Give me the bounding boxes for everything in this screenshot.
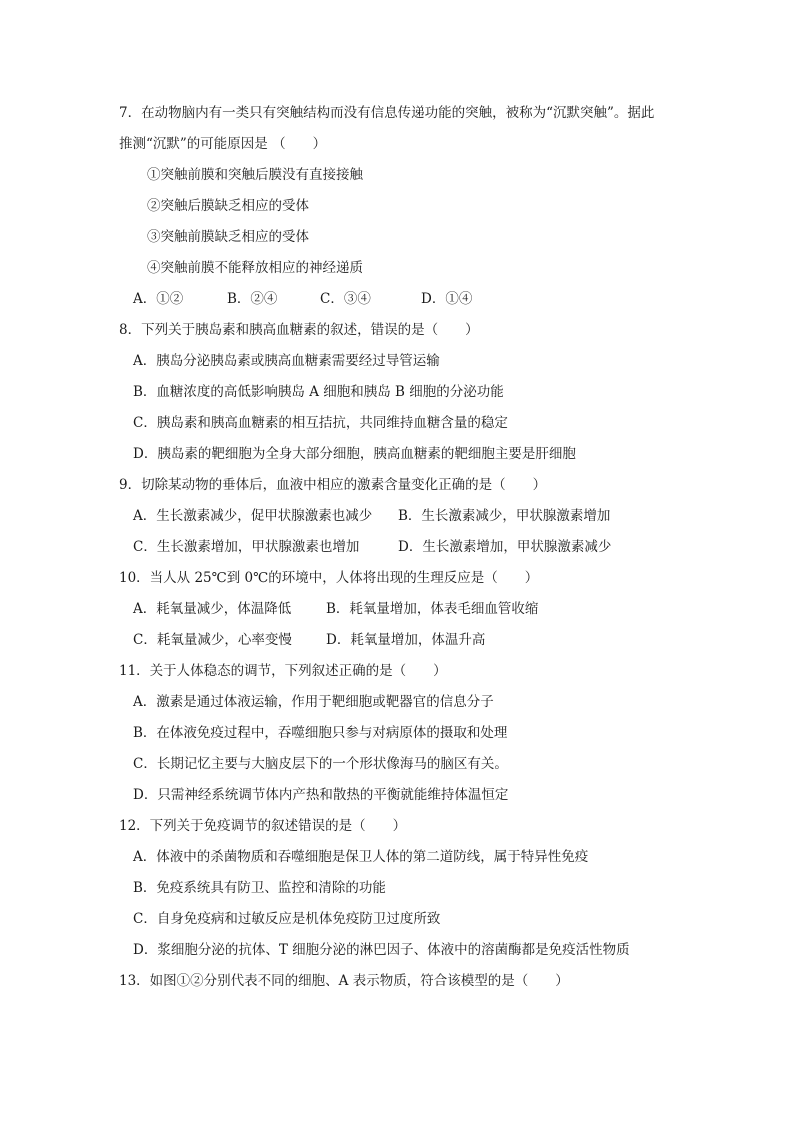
question-7-stem-line-2: 推测“沉默”的可能原因是 （ ） (119, 136, 327, 152)
question-8-option-b: B．血糖浓度的高低影响胰岛 A 细胞和胰岛 B 细胞的分泌功能 (133, 384, 504, 400)
question-11-option-c: C．长期记忆主要与大脑皮层下的一个形状像海马的脑区有关。 (133, 756, 508, 772)
question-9-option-c: C．生长激素增加，甲状腺激素也增加 (133, 539, 360, 555)
question-7-statement-2: ②突触后膜缺乏相应的受体 (147, 198, 309, 214)
question-11-option-b: B．在体液免疫过程中，吞噬细胞只参与对病原体的摄取和处理 (133, 725, 508, 741)
question-7-stem-line-1: 7．在动物脑内有一类只有突触结构而没有信息传递功能的突触，被称为“沉默突触”。据此 (119, 105, 655, 121)
question-12-option-a: A．体液中的杀菌物质和吞噬细胞是保卫人体的第二道防线，属于特异性免疫 (133, 849, 589, 865)
question-10-option-a: A．耗氧量减少，体温降低 (133, 601, 292, 617)
question-8-option-c: C．胰岛素和胰高血糖素的相互拮抗，共同维持血糖含量的稳定 (133, 415, 508, 431)
question-12-option-c: C．自身免疫病和过敏反应是机体免疫防卫过度所致 (133, 911, 441, 927)
question-11-stem: 11．关于人体稳态的调节，下列叙述正确的是（ ） (119, 663, 447, 679)
question-12-option-d: D．浆细胞分泌的抗体、T 细胞分泌的淋巴因子、体液中的溶菌酶都是免疫活性物质 (133, 942, 630, 958)
question-8-option-d: D．胰岛素的靶细胞为全身大部分细胞，胰高血糖素的靶细胞主要是肝细胞 (133, 446, 576, 462)
question-7-option-d: D．①④ (421, 291, 473, 307)
question-8-stem: 8．下列关于胰岛素和胰高血糖素的叙述，错误的是（ ） (119, 322, 479, 338)
question-11-option-a: A．激素是通过体液运输，作用于靶细胞或靶器官的信息分子 (133, 694, 494, 710)
question-7-statement-3: ③突触前膜缺乏相应的受体 (147, 229, 309, 245)
question-7-option-c: C．③④ (320, 291, 371, 307)
question-10-option-d: D．耗氧量增加，体温升高 (326, 632, 486, 648)
question-9-option-a: A．生长激素减少，促甲状腺激素也减少 (133, 508, 373, 524)
question-12-stem: 12．下列关于免疫调节的叙述错误的是（ ） (119, 818, 407, 834)
question-7-option-b: B．②④ (227, 291, 278, 307)
question-9-stem: 9．切除某动物的垂体后，血液中相应的激素含量变化正确的是（ ） (119, 477, 547, 493)
question-7-option-a: A．①② (133, 291, 184, 307)
question-7-statement-1: ①突触前膜和突触后膜没有直接接触 (147, 167, 363, 183)
question-7-statement-4: ④突触前膜不能释放相应的神经递质 (147, 260, 363, 276)
question-10-option-b: B．耗氧量增加，体表毛细血管收缩 (326, 601, 539, 617)
question-9-option-b: B．生长激素减少，甲状腺激素增加 (398, 508, 611, 524)
question-12-option-b: B．免疫系统具有防卫、监控和清除的功能 (133, 880, 386, 896)
question-13-stem: 13．如图①②分别代表不同的细胞、A 表示物质，符合该模型的是（ ） (119, 973, 569, 989)
question-9-option-d: D．生长激素增加，甲状腺激素减少 (398, 539, 612, 555)
question-11-option-d: D．只需神经系统调节体内产热和散热的平衡就能维持体温恒定 (133, 787, 509, 803)
question-10-stem: 10．当人从 25℃到 0℃的环境中，人体将出现的生理反应是（ ） (119, 570, 539, 586)
question-8-option-a: A．胰岛分泌胰岛素或胰高血糖素需要经过导管运输 (133, 353, 440, 369)
question-10-option-c: C．耗氧量减少，心率变慢 (133, 632, 292, 648)
